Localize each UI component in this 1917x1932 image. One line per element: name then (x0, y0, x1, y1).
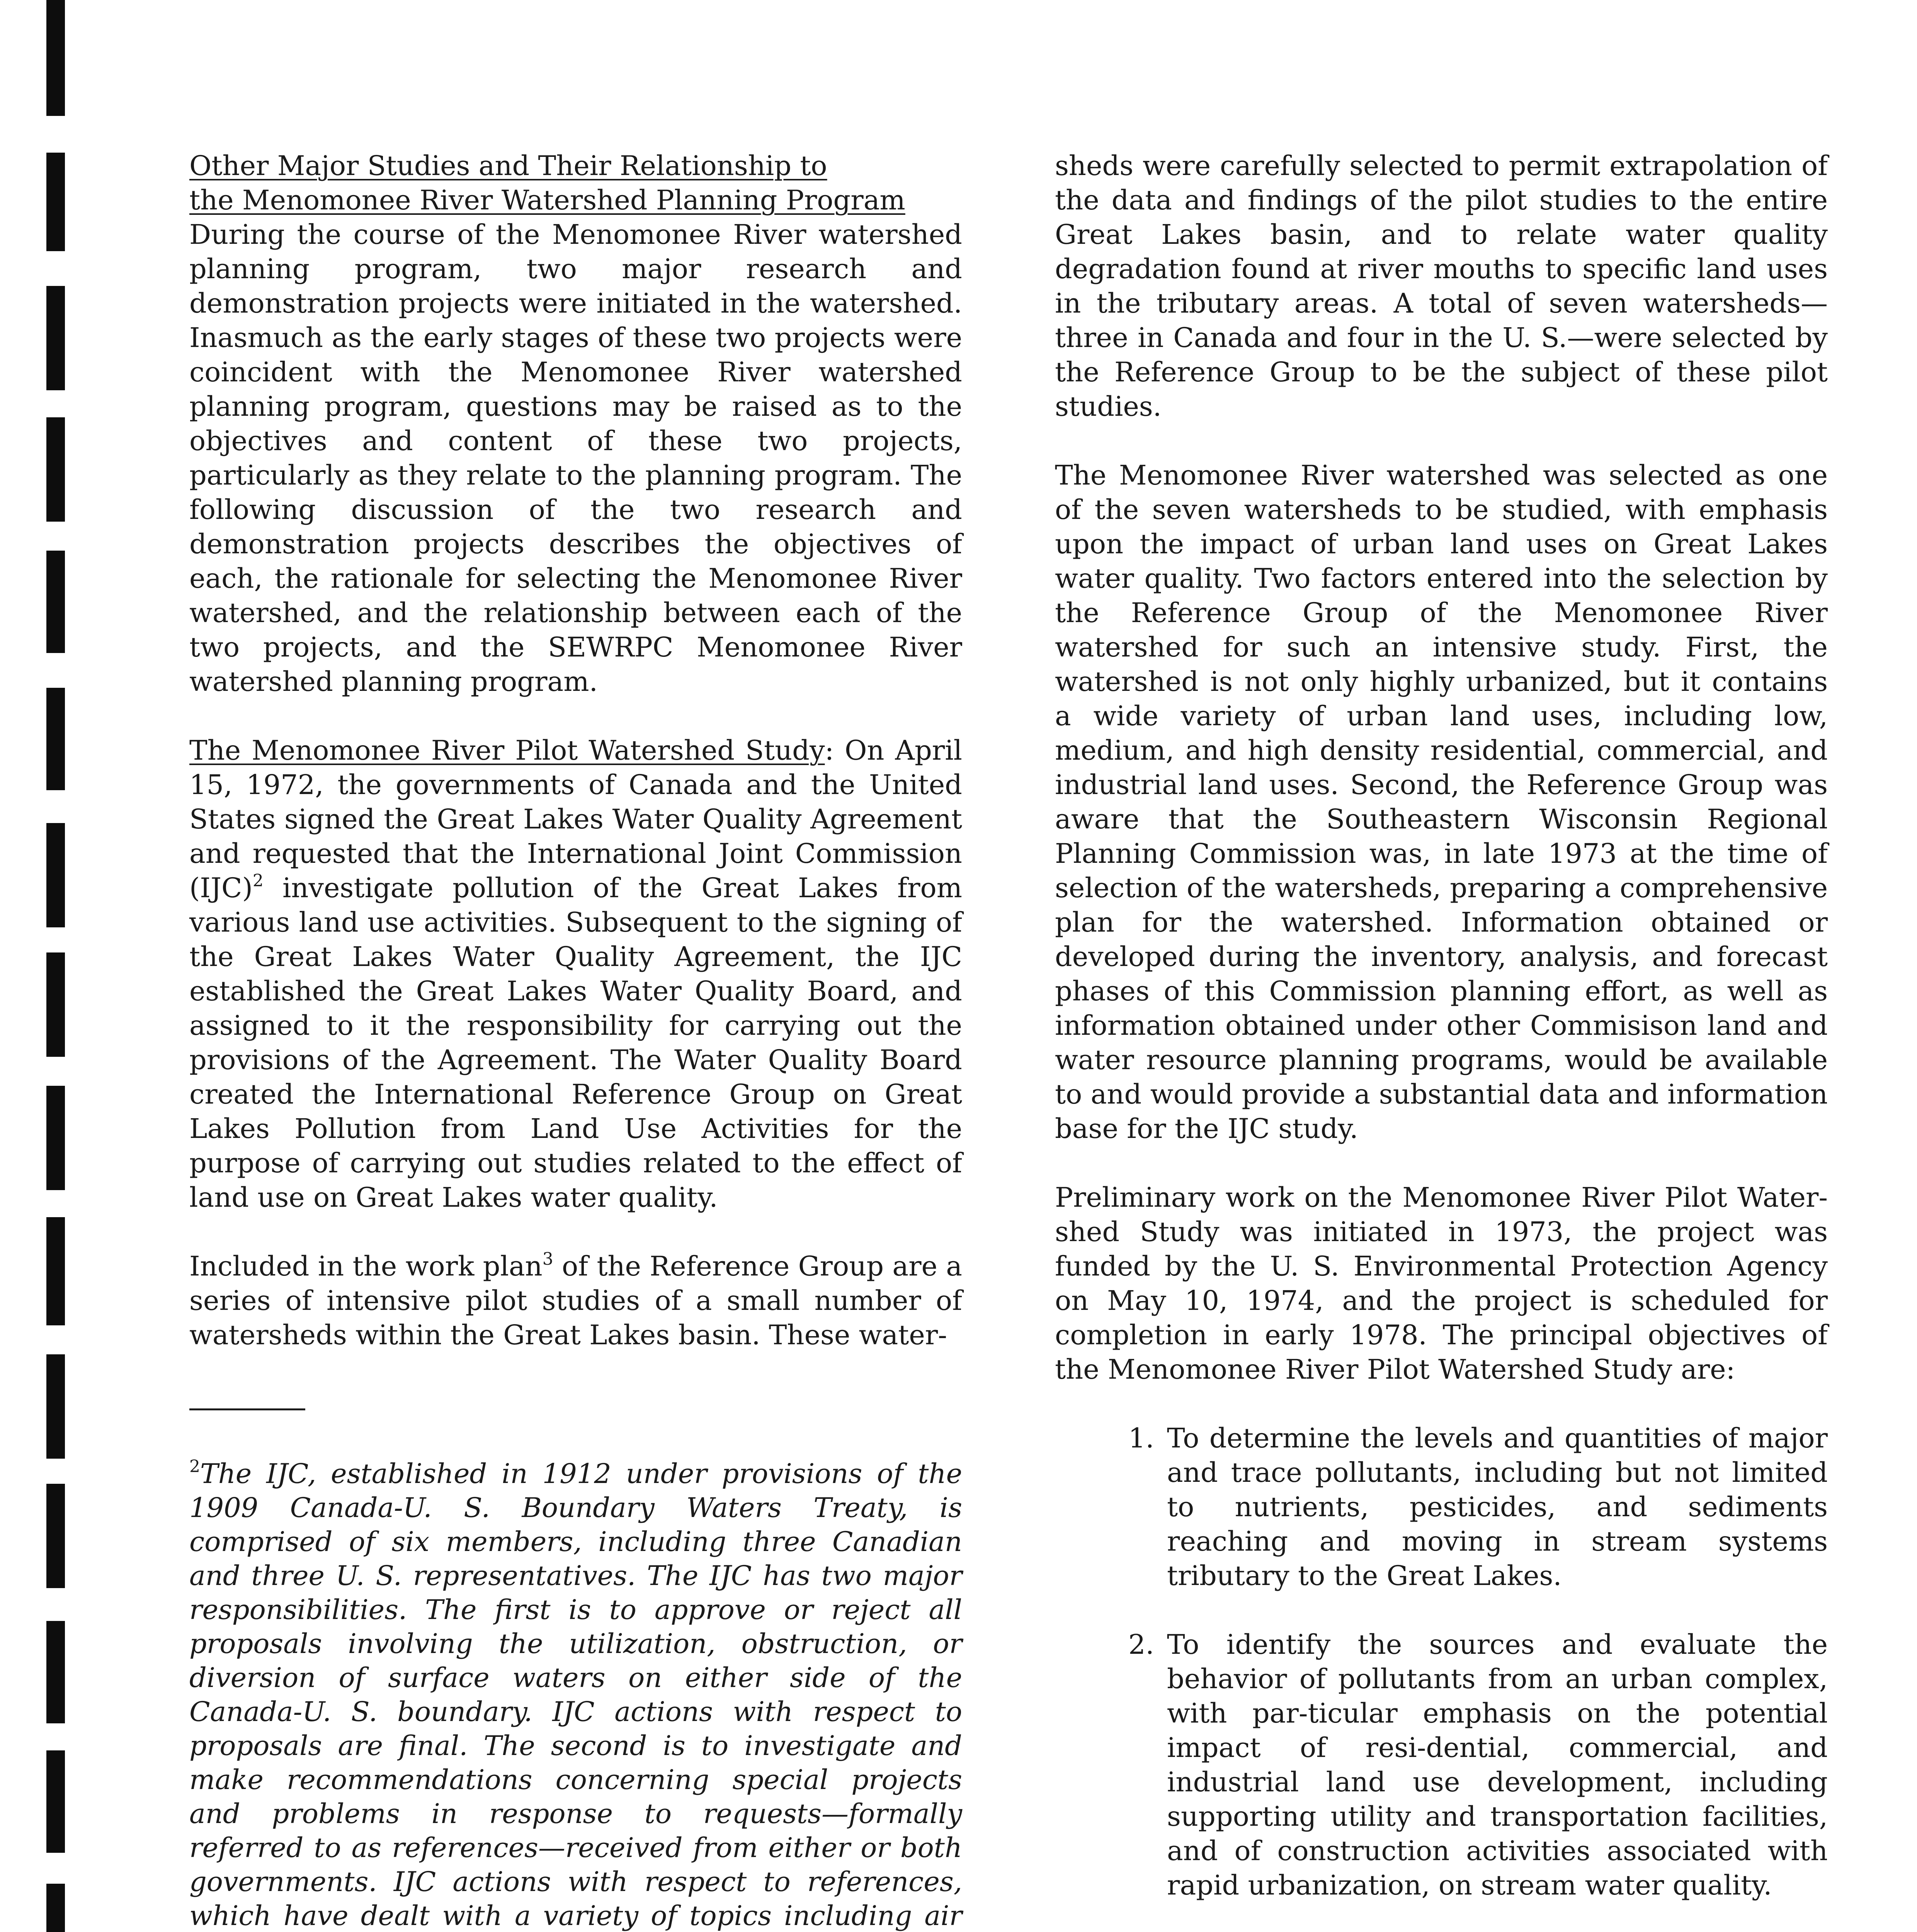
binding-mark (46, 551, 65, 653)
work-plan-text-before-note: Included in the work plan (189, 1250, 543, 1282)
binding-mark (46, 417, 65, 522)
objective-number: 1. (1128, 1422, 1154, 1454)
footnote-2 (189, 1457, 962, 1932)
binding-marks (46, 0, 65, 1932)
footnote-2-marker: 2 (189, 1457, 200, 1476)
binding-mark (46, 688, 65, 790)
binding-mark (46, 823, 65, 927)
pilot-study-text-after-note: investigate pollution of the Great Lakes from various land use activities. Subsequent to the signing of the Great Lakes Water Quality Agreement, the IJC established the Great Lakes Water Quality Board, and assigned to it the responsibility for carrying out the provisions of the Agreement. The Water Quality Board created the International Reference Group on Great Lakes Pollution from Land Use Activities for the purpose of carrying out studies related to the effect of land use on Great Lakes water quality. (189, 872, 962, 1213)
objective-text: To identify the sources and evaluate the behavior of pollutants from an urban complex, with par-ticular emphasis on the potential impact of resi-dential, commercial, and industrial land use development, including supporting utility and transportation facilities, and of construction activities associated with rapid urbanization, on stream water quality. (1167, 1629, 1828, 1901)
right-column (1055, 149, 1828, 1932)
pilot-study-heading: The Menomonee River Pilot Watershed Study (189, 735, 825, 766)
binding-mark (46, 286, 65, 390)
binding-mark (46, 1884, 65, 1932)
footnote-ref-2: 2 (252, 871, 264, 891)
work-plan-paragraph (189, 1249, 962, 1352)
preliminary-paragraph: Preliminary work on the Menomonee River Pilot Water-shed Study was initiated in 1973, the project was funded by the U. S. Environmental Protection Agency on May 10, 1974, and the project is scheduled for completion in early 1978. The principal objectives of the Menomonee River Pilot Watershed Study are: (1055, 1182, 1828, 1385)
footnote-ref-3: 3 (542, 1249, 553, 1269)
work-plan-text-after-note: of the Reference Group are a series of intensive pilot studies of a small number of watersheds within the Great Lakes basin. These water- (189, 1250, 962, 1351)
objective-text: To determine the levels and quantities of major and trace pollutants, including but not limited to nutrients, pesticides, and sediments reaching and moving in stream systems tributary to the Great Lakes. (1167, 1422, 1828, 1592)
pilot-study-text-before-note: : On April 15, 1972, the governments of Canada and the United States signed the Great Lakes Water Quality Agreement and requested that the International Joint Commission (IJC) (189, 735, 963, 904)
footnote-2-text-part-1: The IJC, established in 1912 under provisions of the 1909 Canada-U. S. Boundary Waters Treaty, is comprised of six members, including three Canadian and three U. S. representatives. The IJC has two major responsibilities. The first is to approve or reject all proposals involving the utilization, obstruction, or diversion of surface waters on either side of the Canada-U. S. boundary. IJC actions with respect to proposals are final. The second is to investigate and make recommendations concerning special projects and problems in response to requests—formally referred to as references—received from either or both governments. IJC actions with respect to references, which have dealt with a variety of topics including air (189, 1458, 962, 1932)
binding-mark (46, 952, 65, 1057)
objective-item (1055, 1421, 1828, 1593)
section-heading (189, 149, 962, 218)
selection-paragraph: The Menomonee River watershed was selected as one of the seven watersheds to be studied, with emphasis upon the impact of urban land uses on Great Lakes water quality. Two factors entered into the selection by the Reference Group of the Menomonee River watershed for such an intensive study. First, the watershed is not only highly urbanized, but it contains a wide variety of urban land uses, including low, medium, and high density residential, commercial, and industrial land uses. Second, the Reference Group was aware that the Southeastern Wisconsin Regional Planning Commission was, in late 1973 at the time of selection of the watersheds, preparing a comprehensive plan for the watershed. Information obtained or developed during the inventory, analysis, and forecast phases of this Commission planning effort, as well as information obtained under other Commisison land and water resource planning programs, would be available to and would provide a substantial data and information base for the IJC study. (1055, 459, 1828, 1145)
binding-mark (46, 1484, 65, 1588)
binding-mark (46, 153, 65, 251)
objectives-list (1055, 1421, 1828, 1932)
pilot-study-paragraph (189, 733, 962, 1215)
binding-mark (46, 1354, 65, 1459)
binding-mark (46, 1621, 65, 1723)
binding-mark (46, 0, 65, 116)
binding-mark (46, 1750, 65, 1853)
section-heading-line-1: Other Major Studies and Their Relationship to (189, 150, 827, 182)
intro-paragraph: During the course of the Menomonee River watershed planning program, two major research and demonstration projects were initiated in the watershed. Inasmuch as the early stages of these two projects were coincident with the Menomonee River watershed planning program, questions may be raised as to the objectives and content of these two projects, particularly as they relate to the planning program. The following discussion of the two research and demonstration projects describes the objectives of each, the rationale for selecting the Menomonee River watershed, and the relationship between each of the two projects, and the SEWRPC Menomonee River watershed planning program. (189, 219, 962, 697)
objective-number: 2. (1128, 1629, 1154, 1660)
footnote-divider (189, 1408, 305, 1410)
section-heading-line-2: the Menomonee River Watershed Planning Program (189, 184, 905, 216)
objective-item (1055, 1628, 1828, 1903)
binding-mark (46, 1217, 65, 1325)
binding-mark (46, 1086, 65, 1190)
continuation-paragraph: sheds were carefully selected to permit extrapolation of the data and findings of the pilot studies to the entire Great Lakes basin, and to relate water quality degradation found at river mouths to specific land uses in the tributary areas. A total of seven watersheds—three in Canada and four in the U. S.—were selected by the Reference Group to be the subject of these pilot studies. (1055, 150, 1828, 422)
left-column (189, 149, 962, 1932)
